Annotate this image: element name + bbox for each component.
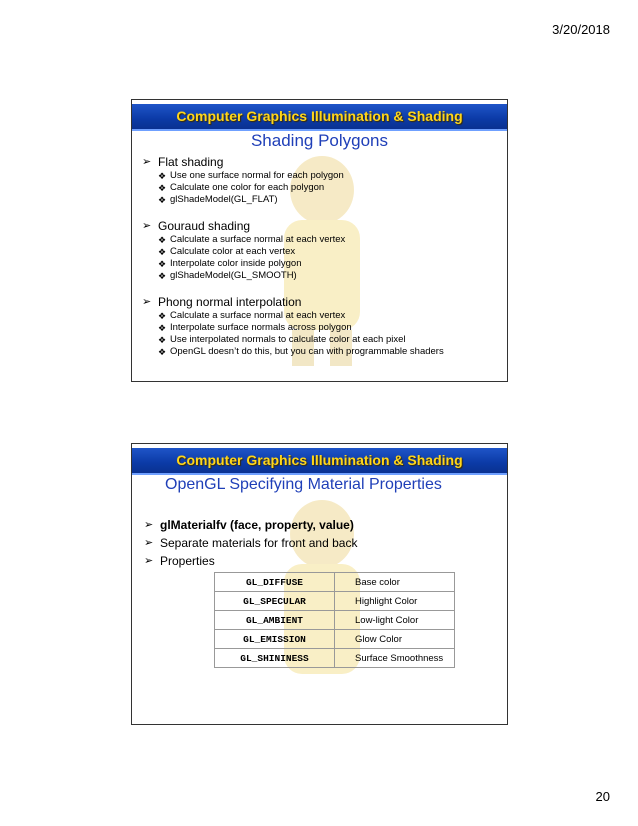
arrow-bullet-icon: ➢ bbox=[144, 519, 154, 531]
table-row bbox=[215, 649, 455, 668]
sub-bullet-text: Calculate a surface normal at each vertex bbox=[170, 310, 346, 321]
sub-bullet-item bbox=[142, 322, 497, 334]
sub-bullet-item bbox=[142, 334, 497, 346]
sub-bullet-item bbox=[142, 234, 497, 246]
bullet-text: Gouraud shading bbox=[158, 219, 251, 233]
property-value: Glow Color bbox=[335, 630, 455, 649]
arrow-bullet-icon: ➢ bbox=[142, 156, 152, 168]
sub-bullet-text: Interpolate color inside polygon bbox=[170, 258, 302, 269]
bullet-item bbox=[144, 552, 497, 570]
sub-bullet-item bbox=[142, 258, 497, 270]
property-key: GL_SPECULAR bbox=[215, 592, 335, 611]
diamond-bullet-icon: ❖ bbox=[158, 183, 167, 193]
page-date: 3/20/2018 bbox=[552, 22, 610, 37]
diamond-bullet-icon: ❖ bbox=[158, 311, 167, 321]
diamond-bullet-icon: ❖ bbox=[158, 171, 167, 181]
bullet-item bbox=[142, 295, 497, 310]
sub-bullet-item bbox=[142, 246, 497, 258]
sub-bullet-text: OpenGL doesn’t do this, but you can with programmable shaders bbox=[170, 346, 444, 357]
bullet-item bbox=[142, 155, 497, 170]
diamond-bullet-icon: ❖ bbox=[158, 259, 167, 269]
property-key: GL_DIFFUSE bbox=[215, 573, 335, 592]
sub-bullet-item bbox=[142, 346, 497, 358]
diamond-bullet-icon: ❖ bbox=[158, 235, 167, 245]
slide-content bbox=[144, 516, 497, 570]
sub-bullet-item bbox=[142, 270, 497, 282]
bullet-text: glMaterialfv (face, property, value) bbox=[160, 518, 354, 532]
bullet-text: Flat shading bbox=[158, 155, 224, 169]
sub-bullet-text: Calculate color at each vertex bbox=[170, 246, 296, 257]
banner-title: Computer Graphics Illumination & Shading bbox=[176, 108, 463, 124]
diamond-bullet-icon: ❖ bbox=[158, 323, 167, 333]
arrow-bullet-icon: ➢ bbox=[144, 537, 154, 549]
diamond-bullet-icon: ❖ bbox=[158, 271, 167, 281]
property-value: Surface Smoothness bbox=[335, 649, 455, 668]
slide-content bbox=[142, 155, 497, 358]
sub-bullet-text: Use interpolated normals to calculate color at each pixel bbox=[170, 334, 406, 345]
diamond-bullet-icon: ❖ bbox=[158, 347, 167, 357]
bullet-item bbox=[144, 516, 497, 534]
sub-bullet-text: glShadeModel(GL_FLAT) bbox=[170, 194, 278, 205]
bullet-text: Separate materials for front and back bbox=[160, 536, 358, 550]
slide-title: Shading Polygons bbox=[250, 131, 389, 150]
properties-table bbox=[214, 572, 455, 668]
diamond-bullet-icon: ❖ bbox=[158, 195, 167, 205]
table-row bbox=[215, 630, 455, 649]
sub-bullet-text: glShadeModel(GL_SMOOTH) bbox=[170, 270, 297, 281]
bullet-text: Phong normal interpolation bbox=[158, 295, 302, 309]
arrow-bullet-icon: ➢ bbox=[142, 296, 152, 308]
table-row bbox=[215, 611, 455, 630]
bullet-item bbox=[142, 219, 497, 234]
sub-bullet-item bbox=[142, 170, 497, 182]
arrow-bullet-icon: ➢ bbox=[142, 220, 152, 232]
sub-bullet-item bbox=[142, 310, 497, 322]
property-value: Base color bbox=[335, 573, 455, 592]
table-row bbox=[215, 592, 455, 611]
sub-bullet-item bbox=[142, 194, 497, 206]
sub-bullet-text: Calculate a surface normal at each vertex bbox=[170, 234, 346, 245]
sub-bullet-text: Interpolate surface normals across polygon bbox=[170, 322, 352, 333]
property-value: Low-light Color bbox=[335, 611, 455, 630]
sub-bullet-item bbox=[142, 182, 497, 194]
diamond-bullet-icon: ❖ bbox=[158, 335, 167, 345]
property-value: Highlight Color bbox=[335, 592, 455, 611]
property-key: GL_AMBIENT bbox=[215, 611, 335, 630]
arrow-bullet-icon: ➢ bbox=[144, 555, 154, 567]
property-key: GL_EMISSION bbox=[215, 630, 335, 649]
slide-banner bbox=[132, 104, 507, 131]
page-number: 20 bbox=[595, 789, 610, 804]
slide-title: OpenGL Specifying Material Properties bbox=[165, 476, 442, 493]
banner-title: Computer Graphics Illumination & Shading bbox=[176, 452, 463, 468]
slide-banner bbox=[132, 448, 507, 475]
bullet-text: Properties bbox=[160, 554, 215, 568]
sub-bullet-text: Use one surface normal for each polygon bbox=[170, 170, 344, 181]
diamond-bullet-icon: ❖ bbox=[158, 247, 167, 257]
slide-shading-polygons bbox=[131, 99, 508, 382]
table-row bbox=[215, 573, 455, 592]
property-key: GL_SHININESS bbox=[215, 649, 335, 668]
bullet-item bbox=[144, 534, 497, 552]
sub-bullet-text: Calculate one color for each polygon bbox=[170, 182, 325, 193]
slide-material-properties bbox=[131, 443, 508, 725]
